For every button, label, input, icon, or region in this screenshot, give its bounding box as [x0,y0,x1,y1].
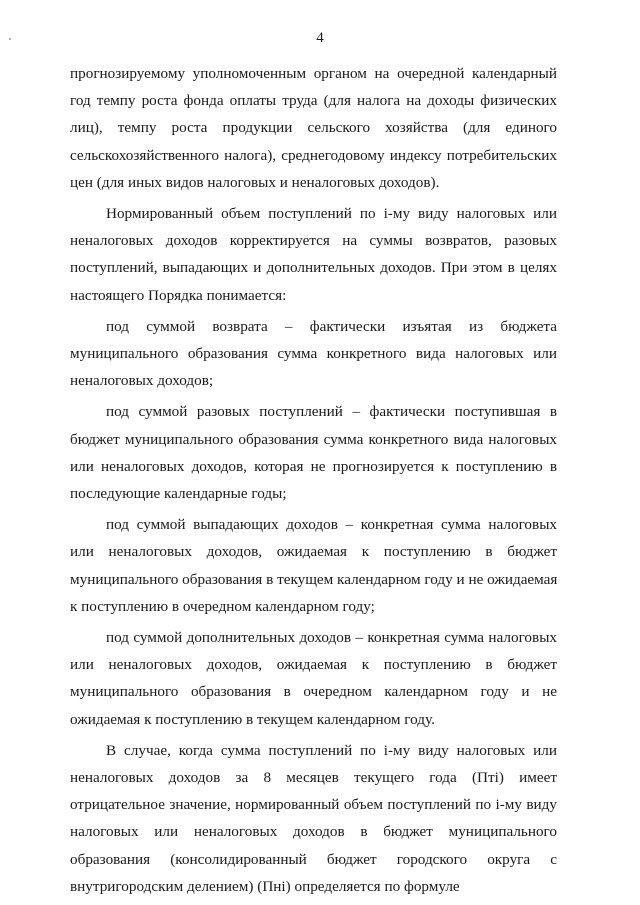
text-line: или неналоговых доходов, ожидаемая к поступлению в бюджет [70,656,557,674]
text-line: муниципального образования сумма конкретного вида налоговых или [70,345,557,363]
text-line: настоящего Порядка понимается: [70,286,287,304]
text-line: ожидаемая к поступлению в текущем календарном году. [70,710,435,728]
paragraph-negative-case [70,737,557,900]
text-line: налоговых или неналоговых доходов в бюджет муниципального [70,823,557,841]
paragraph-one-time-receipts [70,398,557,507]
text-line: последующие календарные годы; [70,485,287,503]
text-line: под суммой дополнительных доходов – конкретная сумма налоговых [106,629,557,647]
text-line: цен (для иных видов налоговых и неналоговых доходов). [70,173,440,191]
text-line: отрицательное значение, нормированный объем поступлений по i-му виду [70,796,557,814]
text-line: к поступлению в очередном календарном году; [70,597,375,615]
text-line: неналоговых доходов; [70,372,214,390]
text-line: под суммой разовых поступлений – фактически поступившая в [106,403,557,421]
text-line: В случае, когда сумма поступлений по i-му виду налоговых или [106,741,557,759]
paragraph-normalized-volume [70,200,557,309]
text-line: прогнозируемому уполномоченным органом на очередной календарный [70,65,557,82]
paragraph-lost-revenue [70,511,557,620]
text-line: сельскохозяйственного налога), среднегодовому индексу потребительских [70,146,557,164]
text-line: бюджет муниципального образования сумма конкретного вида налоговых [70,430,557,448]
text-line: или неналоговых доходов, ожидаемая к поступлению в бюджет [70,543,557,561]
text-line: Нормированный объем поступлений по i-му виду налоговых или [106,205,557,223]
paragraph-additional-revenue [70,624,557,733]
text-line: неналоговых доходов корректируется на суммы возвратов, разовых [70,232,557,250]
text-line: лиц), темпу роста продукции сельского хозяйства (для единого [70,119,557,137]
text-line: муниципального образования в текущем календарном году и не ожидаемая [70,570,558,588]
text-line: или неналоговых доходов, которая не прогнозируется к поступлению в [70,457,557,475]
paragraph-growth-rates [70,60,557,196]
text-line: год темпу роста фонда оплаты труда (для налога на доходы физических [70,92,557,110]
text-line: образования (консолидированный бюджет городского округа с [70,850,557,868]
paragraph-refund-definition [70,313,557,395]
text-line: поступлений, выпадающих и дополнительных доходов. При этом в целях [70,259,557,277]
text-line: под суммой возврата – фактически изъятая из бюджета [106,317,557,335]
page-number: 4 [316,30,324,46]
text-line: неналоговых доходов за 8 месяцев текущего года (Птi) имеет [70,769,557,787]
text-line: внутригородским делением) (Пнi) определяется по формуле [70,877,460,895]
text-line: муниципального образования в очередном календарном году и не [70,683,557,701]
text-line: под суммой выпадающих доходов – конкретная сумма налоговых [106,516,557,534]
document-body [70,60,557,900]
